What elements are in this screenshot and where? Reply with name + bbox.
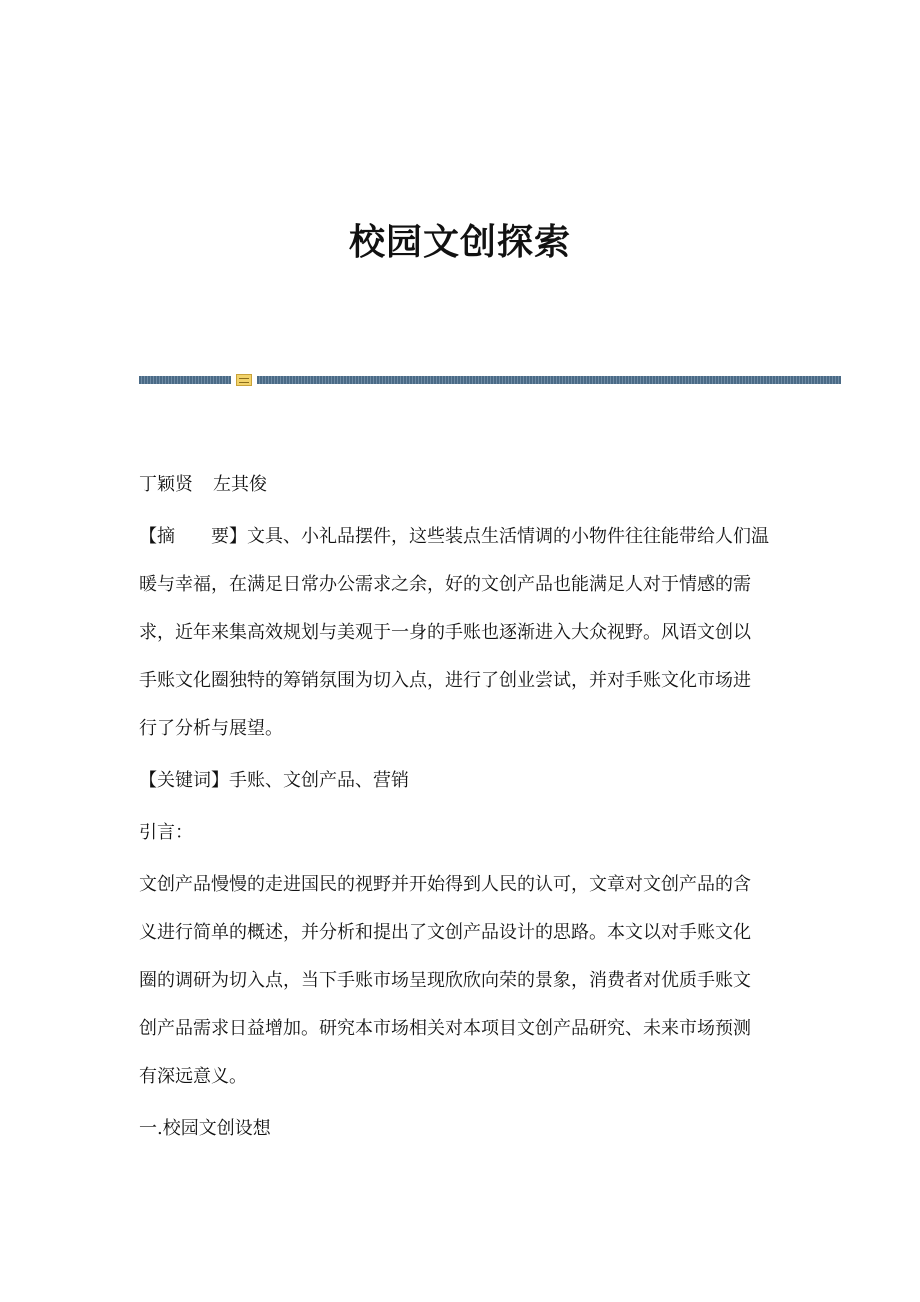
intro-line: 圈的调研为切入点，当下手账市场呈现欣欣向荣的景象，消费者对优质手账文	[139, 970, 751, 991]
intro-paragraph	[139, 870, 784, 1092]
intro-line: 文创产品慢慢的走进国民的视野并开始得到人民的认可，文章对文创产品的含	[139, 874, 751, 895]
intro-line: 义进行简单的概述，并分析和提出了文创产品设计的思路。本文以对手账文化	[139, 922, 751, 943]
document-title: 校园文创探索	[348, 221, 571, 263]
title-divider	[139, 374, 841, 386]
section-heading: 一.校园文创设想	[139, 1118, 271, 1139]
abstract-line: 暖与幸福，在满足日常办公需求之余，好的文创产品也能满足人对于情感的需	[139, 574, 751, 595]
document-body	[139, 470, 784, 1144]
author-name: 左其俊	[213, 474, 267, 495]
intro-heading: 引言：	[139, 822, 193, 843]
keywords-line: 【关键词】手账、文创产品、营销	[139, 770, 409, 791]
author-line	[139, 470, 784, 500]
author-name: 丁颖贤	[139, 474, 193, 495]
abstract-line: 手账文化圈独特的筹销氛围为切入点，进行了创业尝试，并对手账文化市场进	[139, 670, 751, 691]
abstract-paragraph	[139, 522, 784, 744]
intro-line: 有深远意义。	[139, 1066, 247, 1087]
divider-bar-right	[257, 376, 841, 384]
abstract-line: 【摘 要】文具、小礼品摆件，这些装点生活情调的小物件往往能带给人们温	[139, 526, 769, 547]
divider-bar-left	[139, 376, 231, 384]
intro-line: 创产品需求日益增加。研究本市场相关对本项目文创产品研究、未来市场预测	[139, 1018, 751, 1039]
divider-ornament-icon	[236, 374, 252, 386]
abstract-line: 行了分析与展望。	[139, 718, 283, 739]
abstract-line: 求，近年来集高效规划与美观于一身的手账也逐渐进入大众视野。风语文创以	[139, 622, 751, 643]
